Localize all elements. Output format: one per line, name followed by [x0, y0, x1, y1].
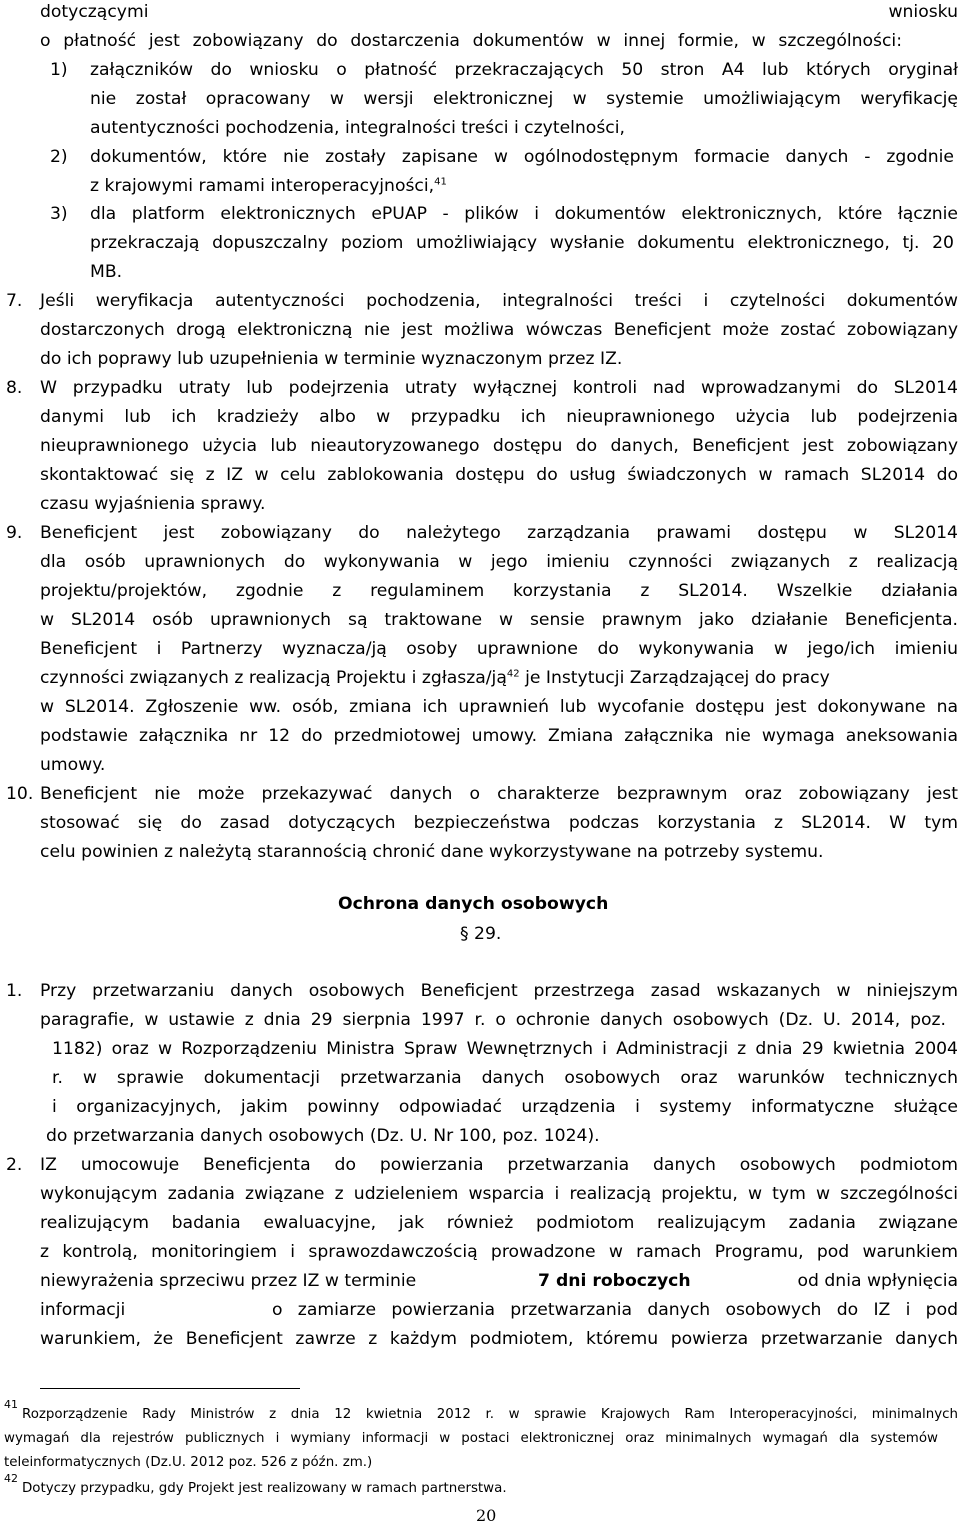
footnote-separator	[40, 1388, 300, 1389]
text-line	[756, 1269, 958, 1293]
text-line	[40, 666, 958, 690]
footnote-ref-41[interactable]: 41	[434, 176, 447, 188]
list-number: 1)	[50, 60, 68, 80]
text-line: nie został opracowany w wersji elektronicznej w systemie umożliwiającym weryfikację	[90, 89, 958, 109]
list-number: 2)	[50, 147, 68, 167]
text-line: Beneficjent jest zobowiązany do należytego zarządzania prawami dostępu w SL2014	[40, 523, 958, 543]
item-number: 7.	[6, 291, 23, 311]
text-line: paragrafie, w ustawie z dnia 29 sierpnia 1997 r. o ochronie danych osobowych (Dz. U. 2014, poz.	[40, 1010, 946, 1030]
text-line: podstawie załącznika nr 12 do przedmiotowej umowy. Zmiana załącznika nie wymaga aneksowania	[40, 726, 958, 746]
item-number: 10.	[6, 784, 34, 804]
text-line: dotyczącymi	[40, 2, 149, 22]
text-line: informacji	[40, 1300, 126, 1320]
footnote-line: wymagań dla rejestrów publicznych i wymiany informacji w postaci elektronicznej oraz minimalnych wymagań dla systemów	[4, 1431, 938, 1446]
text-line: o zamiarze powierzania przetwarzania danych osobowych do IZ i pod	[272, 1300, 958, 1320]
page-number: 20	[476, 1506, 497, 1525]
section-heading: Ochrona danych osobowych	[338, 894, 609, 914]
item-number: 9.	[6, 523, 23, 543]
footnote-number: 41	[4, 1398, 18, 1411]
list-number: 3)	[50, 204, 68, 224]
item-number: 1.	[6, 981, 23, 1001]
text-line: autentyczności pochodzenia, integralności treści i czytelności,	[90, 118, 625, 138]
text-line: z kontrolą, monitoringiem i sprawozdawczością prowadzone w ramach Programu, pod warunkiem	[40, 1242, 958, 1262]
deadline-emphasis	[538, 1269, 691, 1293]
text-line: r. w sprawie dokumentacji przetwarzania danych osobowych oraz warunków technicznych	[52, 1068, 958, 1088]
text-line: do przetwarzania danych osobowych (Dz. U. Nr 100, poz. 1024).	[46, 1126, 600, 1146]
text-line	[90, 174, 447, 198]
text-line: załączników do wniosku o płatność przekraczających 50 stron A4 lub których oryginał	[90, 60, 958, 80]
text-line: Beneficjent nie może przekazywać danych o charakterze bezprawnym oraz zobowiązany jest	[40, 784, 958, 804]
text-fragment: je Instytucji Zarządzającej do pracy	[519, 668, 830, 688]
text-fragment: czynności związanych z realizacją Projektu i zgłasza/ją	[40, 668, 507, 688]
text-line: dostarczonych drogą elektroniczną nie jest możliwa wówczas Beneficjent może zostać zobowiązany	[40, 320, 958, 340]
text-line: projektu/projektów, zgodnie z regulaminem korzystania z SL2014. Wszelkie działania	[40, 581, 958, 601]
text-line: umowy.	[40, 755, 106, 775]
text-line: skontaktować się z IZ w celu zablokowania dostępu do usług świadczonych w ramach SL2014 do	[40, 465, 958, 485]
footnote-line: Dotyczy przypadku, gdy Projekt jest realizowany w ramach partnerstwa.	[22, 1481, 507, 1496]
text-line: wniosku	[888, 2, 958, 22]
text-line: dla platform elektronicznych ePUAP - plików i dokumentów elektronicznych, które łącznie	[90, 204, 958, 224]
text-line: o płatność jest zobowiązany do dostarczenia dokumentów w innej formie, w szczególności:	[40, 31, 902, 51]
footnote-number: 42	[4, 1472, 18, 1485]
text-line: Beneficjent i Partnerzy wyznacza/ją osoby uprawnione do wykonywania w jego/ich imieniu	[40, 639, 958, 659]
text-line: danymi lub ich kradzieży albo w przypadku ich nieuprawnionego użycia lub podejrzenia	[40, 407, 958, 427]
text-line: nieuprawnionego użycia lub nieautoryzowanego dostępu do danych, Beneficjent jest zobowiązany	[40, 436, 958, 456]
item-number: 8.	[6, 378, 23, 398]
text-line: w SL2014 osób uprawnionych są traktowane w sensie prawnym jako działanie Beneficjenta.	[40, 610, 958, 630]
text-line: przekraczają dopuszczalny poziom umożliwiający wysłanie dokumentu elektronicznego, tj. 20	[90, 233, 954, 253]
text-line: do ich poprawy lub uzupełnienia w terminie wyznaczonym przez IZ.	[40, 349, 623, 369]
text-line: i organizacyjnych, jakim powinny odpowiadać urządzenia i systemy informatyczne służące	[52, 1097, 958, 1117]
text-line: 1182) oraz w Rozporządzeniu Ministra Spraw Wewnętrznych i Administracji z dnia 29 kwietnia 2004	[52, 1039, 958, 1059]
footnote-ref-42[interactable]: 42	[506, 668, 520, 680]
text-line: warunkiem, że Beneficjent zawrze z każdym podmiotem, któremu powierza przetwarzanie danych	[40, 1329, 958, 1349]
text-line: Jeśli weryfikacja autentyczności pochodzenia, integralności treści i czytelności dokumentów	[40, 291, 958, 311]
text-fragment: od dnia wpłynięcia	[792, 1271, 958, 1291]
text-fragment: z krajowymi ramami interoperacyjności,	[90, 176, 435, 196]
text-line: realizującym badania ewaluacyjne, jak również podmiotom realizującym zadania związane	[40, 1213, 958, 1233]
text-line: w SL2014. Zgłoszenie ww. osób, zmiana ich uprawnień lub wycofanie dostępu jest dokonywane na	[40, 697, 958, 717]
text-line: czasu wyjaśnienia sprawy.	[40, 494, 266, 514]
text-fragment: niewyrażenia sprzeciwu przez IZ w terminie	[40, 1271, 422, 1291]
text-line: celu powinien z należytą starannością chronić dane wykorzystywane na potrzeby systemu.	[40, 842, 824, 862]
paragraph-number: § 29.	[460, 924, 502, 944]
item-number: 2.	[6, 1155, 23, 1175]
footnote-line: teleinformatycznych (Dz.U. 2012 poz. 526 z późn. zm.)	[4, 1455, 373, 1470]
footnote-line: Rozporządzenie Rady Ministrów z dnia 12 kwietnia 2012 r. w sprawie Krajowych Ram Interoperacyjności, minimalnych	[22, 1407, 958, 1422]
text-fragment-bold: 7 dni roboczych	[538, 1271, 691, 1291]
text-line: dla osób uprawnionych do wykonywania w jego imieniu czynności związanych z realizacją	[40, 552, 958, 572]
text-line: dokumentów, które nie zostały zapisane w ogólnodostępnym formacie danych - zgodnie	[90, 147, 954, 167]
text-line: MB.	[90, 262, 123, 282]
text-line: stosować się do zasad dotyczących bezpieczeństwa podczas korzystania z SL2014. W tym	[40, 813, 958, 833]
text-line: W przypadku utraty lub podejrzenia utraty wyłącznej kontroli nad wprowadzanymi do SL2014	[40, 378, 958, 398]
text-line: IZ umocowuje Beneficjenta do powierzania przetwarzania danych osobowych podmiotom	[40, 1155, 958, 1175]
text-line: wykonującym zadania związane z udzieleniem wsparcia i realizacją projektu, w tym w szczególności	[40, 1184, 958, 1204]
text-line: Przy przetwarzaniu danych osobowych Beneficjent przestrzega zasad wskazanych w niniejszym	[40, 981, 958, 1001]
